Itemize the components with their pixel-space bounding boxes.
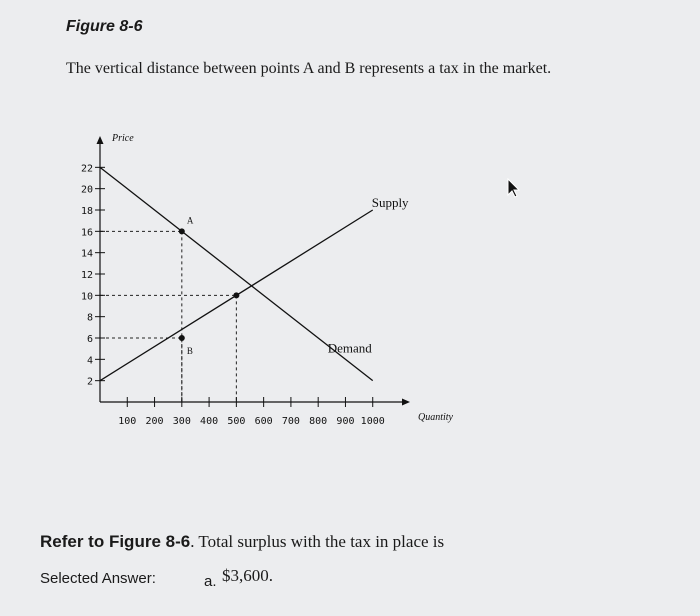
- x-tick-label: 100: [118, 416, 137, 427]
- x-tick-label: 200: [145, 416, 164, 427]
- point-b-label: B: [186, 346, 193, 356]
- y-tick-label: 4: [86, 355, 93, 367]
- x-tick-label: 1000: [360, 416, 385, 427]
- y-tick-label: 12: [80, 270, 93, 281]
- mouse-pointer-icon: [506, 178, 522, 198]
- x-tick-label: 900: [336, 416, 355, 427]
- y-tick-label: 6: [86, 334, 93, 345]
- x-tick-label: 600: [254, 416, 273, 427]
- question-figure-ref: Refer to Figure 8-6: [40, 532, 191, 551]
- y-tick-label: 8: [86, 312, 93, 324]
- y-tick-label: 14: [80, 248, 93, 260]
- y-tick-label: 22: [80, 163, 93, 175]
- x-tick-label: 500: [227, 416, 246, 427]
- figure-title: Figure 8-6: [66, 18, 143, 35]
- demand-label: Demand: [327, 340, 372, 356]
- x-tick-label: 700: [281, 416, 300, 427]
- x-axis-arrow: [402, 399, 410, 406]
- y-tick-label: 16: [80, 227, 93, 239]
- figure-caption: The vertical distance between points A and B represents a tax in the market.: [66, 60, 552, 77]
- point-a: [179, 228, 185, 234]
- question-body: . Total surplus with the tax in place is: [190, 532, 445, 551]
- y-axis-label: Price: [112, 133, 134, 144]
- y-tick-label: 2: [86, 376, 93, 388]
- y-axis-arrow: [97, 136, 104, 144]
- y-tick-label: 20: [80, 184, 93, 196]
- y-tick-label: 18: [80, 206, 93, 217]
- x-axis-label: Quantity: [418, 412, 453, 423]
- y-tick-label: 10: [80, 291, 93, 303]
- x-tick-label: 400: [200, 416, 219, 427]
- selected-answer-value: $3,600.: [222, 566, 273, 585]
- question-text: [40, 532, 444, 552]
- supply-label: Supply: [371, 195, 409, 210]
- x-tick-label: 800: [309, 416, 328, 427]
- point-b: [179, 335, 185, 341]
- selected-answer-label: Selected Answer:: [40, 570, 156, 587]
- point-a-label: A: [186, 215, 194, 226]
- equilibrium-point: [233, 292, 239, 298]
- x-tick-label: 300: [172, 416, 191, 427]
- selected-answer-letter: a.: [204, 573, 217, 590]
